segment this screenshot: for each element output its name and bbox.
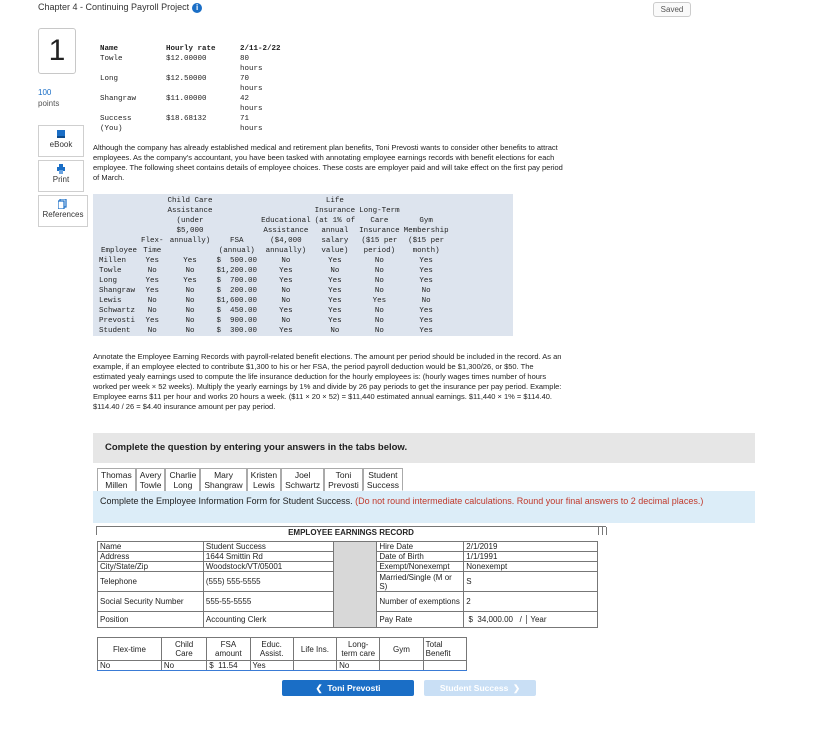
hours-value: 71 hours xyxy=(240,115,263,133)
payrate-value[interactable]: $ 34,000.00 / Year xyxy=(464,612,598,628)
hdr-ltc: Long-Term Care Insurance ($15 per period) xyxy=(359,207,400,255)
form-spacer xyxy=(333,542,377,628)
hdr-flextime: Flex-time xyxy=(98,638,162,661)
hdr-fsa: FSA (annual) xyxy=(218,237,255,255)
prev-tab-button[interactable] xyxy=(282,680,414,696)
hdr-gym: Gym Membership ($15 per month) xyxy=(403,217,449,255)
hire-value: 2/1/2019 xyxy=(464,542,598,552)
hours-rate: $11.00000 xyxy=(166,95,207,103)
exempt-value: Nonexempt xyxy=(464,562,598,572)
tab-kristen-lewis[interactable]: Kristen Lewis xyxy=(247,468,281,491)
instructions-main: Complete the Employee Information Form for Student Success. xyxy=(100,496,353,506)
ben-cc: No xyxy=(185,267,195,275)
ben-flex: No xyxy=(147,327,157,335)
table-row xyxy=(100,94,281,114)
references-icon xyxy=(58,199,68,209)
ben-gym: Yes xyxy=(419,307,433,315)
table-row xyxy=(100,54,281,74)
ben-name: Student xyxy=(99,327,131,335)
benefits-table xyxy=(99,196,451,336)
ben-ltc: No xyxy=(374,327,384,335)
ben-ltc: No xyxy=(374,307,384,315)
complete-question-bar: Complete the question by entering your answers in the tabs below. xyxy=(93,433,755,463)
hours-header-name: Name xyxy=(100,45,119,53)
ben-life: Yes xyxy=(328,317,342,325)
record-tick xyxy=(598,527,599,535)
ben-name: Shangraw xyxy=(99,287,136,295)
phone-value: (555) 555-5555 xyxy=(203,572,333,592)
hours-rate: $18.68132 xyxy=(166,115,207,123)
ben-fsa: $ 500.00 xyxy=(216,257,258,265)
total-benefit-input[interactable] xyxy=(423,661,466,671)
address-label: Address xyxy=(98,552,204,562)
ben-name: Lewis xyxy=(99,297,122,305)
hdr-gym: Gym xyxy=(380,638,423,661)
dob-value: 1/1/1991 xyxy=(464,552,598,562)
ben-fsa: $ 200.00 xyxy=(216,287,258,295)
ben-ed: No xyxy=(281,317,291,325)
childcare-input[interactable]: No xyxy=(161,661,206,671)
ben-cc: No xyxy=(185,297,195,305)
next-tab-label: Student Success xyxy=(439,683,509,693)
instructions xyxy=(93,491,755,523)
points xyxy=(38,87,59,109)
ben-ltc: No xyxy=(374,257,384,265)
hours-table xyxy=(100,44,281,134)
next-tab-button[interactable] xyxy=(424,680,536,696)
city-label: City/State/Zip xyxy=(98,562,204,572)
ben-name: Towle xyxy=(99,267,122,275)
book-icon xyxy=(56,129,66,139)
married-label: Married/Single (M or S) xyxy=(377,572,464,592)
ben-flex: Yes xyxy=(145,317,160,325)
fsa-amount-input[interactable]: $ 11.54 xyxy=(207,661,250,671)
hours-name: Towle xyxy=(100,55,123,63)
ben-life: Yes xyxy=(328,297,342,305)
ben-gym: Yes xyxy=(419,257,433,265)
ben-gym: Yes xyxy=(419,317,433,325)
tab-mary-shangraw[interactable]: Mary Shangraw xyxy=(200,468,246,491)
tab-student-success[interactable]: Student Success xyxy=(363,468,403,491)
ben-ed: Yes xyxy=(279,277,293,285)
table-row xyxy=(99,306,451,316)
ben-ed: Yes xyxy=(279,327,293,335)
saved-badge: Saved xyxy=(653,2,691,17)
table-row xyxy=(99,266,451,276)
hours-name: Shangraw xyxy=(100,95,137,103)
exempt-label: Exempt/Nonexempt xyxy=(377,562,464,572)
ben-ed: Yes xyxy=(279,307,293,315)
ben-gym: No xyxy=(421,287,431,295)
ben-ltc: Yes xyxy=(372,297,387,305)
ben-life: Yes xyxy=(328,277,342,285)
hours-header-period: 2/11-2/22 xyxy=(240,45,281,53)
hdr-life: Life Insurance (at 1% of annual salary value) xyxy=(314,197,356,255)
educ-assist-input[interactable]: Yes xyxy=(250,661,293,671)
tab-avery-towle[interactable]: Avery Towle xyxy=(136,468,166,491)
hours-name: Long xyxy=(100,75,119,83)
ben-cc: Yes xyxy=(183,257,197,265)
ebook-button[interactable] xyxy=(38,125,84,157)
address-value: 1644 Smittin Rd xyxy=(203,552,333,562)
ben-gym: Yes xyxy=(419,327,433,335)
ben-ltc: No xyxy=(374,287,384,295)
prev-tab-label: Toni Prevosti xyxy=(327,683,381,693)
ben-name: Long xyxy=(99,277,118,285)
ben-cc: No xyxy=(185,287,195,295)
instructions-note: (Do not round intermediate calculations. Round your final answers to 2 decimal places.) xyxy=(355,496,704,506)
table-row xyxy=(99,326,451,336)
ssn-value: 555-55-5555 xyxy=(203,592,333,612)
benefits-sheet xyxy=(93,194,513,336)
employee-info-form xyxy=(97,541,598,628)
ben-cc: No xyxy=(185,327,195,335)
table-row xyxy=(99,276,451,286)
hdr-total-benefit: Total Benefit xyxy=(423,638,466,661)
exemptions-value: 2 xyxy=(464,592,598,612)
ben-life: No xyxy=(330,267,340,275)
hdr-flex: Flex- Time xyxy=(141,237,164,255)
payrate-label: Pay Rate xyxy=(377,612,464,628)
phone-label: Telephone xyxy=(98,572,204,592)
benefits-record xyxy=(97,637,467,671)
exemptions-label: Number of exemptions xyxy=(377,592,464,612)
points-label: points xyxy=(38,99,60,108)
hours-header-row xyxy=(100,44,281,54)
print-button[interactable] xyxy=(38,160,84,192)
life-ins-input[interactable] xyxy=(293,661,336,671)
hours-value: 42 hours xyxy=(240,95,263,113)
ebook-label: eBook xyxy=(49,140,73,149)
name-label: Name xyxy=(98,542,204,552)
ben-name: Millen xyxy=(99,257,127,265)
chapter-title: Chapter 4 - Continuing Payroll Project i xyxy=(38,2,202,13)
hire-label: Hire Date xyxy=(377,542,464,552)
position-value: Accounting Clerk xyxy=(203,612,333,628)
hdr-fsa-amount: FSA amount xyxy=(207,638,250,661)
intro-text: Although the company has already established medical and retirement plan benefits, Toni Prevosti wants to consider other benefits to attract employees. As the company's accountant, you have been tasked with annotating employee earnings records with benefit elections for each employee. The following sheet contains details of employee choices. These costs are employer paid and will take effect on the first pay period of March. xyxy=(93,143,563,182)
ben-ed: Yes xyxy=(279,267,293,275)
ben-life: Yes xyxy=(328,287,342,295)
table-row xyxy=(99,316,451,326)
info-icon[interactable]: i xyxy=(192,3,202,13)
references-label: References xyxy=(42,210,84,219)
tab-thomas-millen[interactable]: Thomas Millen xyxy=(97,468,136,491)
hours-rate: $12.00000 xyxy=(166,55,207,63)
ben-flex: Yes xyxy=(145,257,160,265)
ben-ltc: No xyxy=(374,267,384,275)
print-label: Print xyxy=(52,175,70,184)
hours-name: Success (You) xyxy=(100,115,132,133)
question-number: 1 xyxy=(38,28,76,74)
ben-cc: No xyxy=(185,307,195,315)
employee-tabs xyxy=(97,468,403,491)
ben-cc: No xyxy=(185,317,195,325)
ben-life: Yes xyxy=(328,307,342,315)
table-row xyxy=(100,114,281,134)
form-row xyxy=(98,542,598,552)
flextime-input[interactable]: No xyxy=(98,661,162,671)
ben-cc: Yes xyxy=(183,277,197,285)
ben-fsa: $ 450.00 xyxy=(216,307,258,315)
hdr-employee: Employee xyxy=(101,247,138,255)
dob-label: Date of Birth xyxy=(377,552,464,562)
ben-flex: Yes xyxy=(145,287,160,295)
hdr-childcare: Child Care xyxy=(161,638,206,661)
ben-flex: Yes xyxy=(145,277,160,285)
record-title: EMPLOYEE EARNINGS RECORD xyxy=(96,526,606,536)
points-value: 100 xyxy=(38,88,52,97)
ben-life: No xyxy=(330,327,340,335)
ben-flex: No xyxy=(147,297,157,305)
ben-fsa: $ 700.00 xyxy=(216,277,258,285)
ssn-label: Social Security Number xyxy=(98,592,204,612)
gym-input[interactable] xyxy=(380,661,423,671)
ben-name: Schwartz xyxy=(99,307,136,315)
record-tick xyxy=(96,527,97,535)
name-value: Student Success xyxy=(203,542,333,552)
chevron-left-icon: ❮ xyxy=(315,683,323,693)
table-row xyxy=(99,256,451,266)
position-label: Position xyxy=(98,612,204,628)
table-row xyxy=(100,74,281,94)
ben-flex: No xyxy=(147,307,157,315)
ben-name: Prevosti xyxy=(99,317,136,325)
benefits-record-header xyxy=(98,638,467,661)
ben-ed: No xyxy=(281,297,291,305)
hours-rate: $12.50000 xyxy=(166,75,207,83)
table-row xyxy=(99,286,451,296)
ben-flex: No xyxy=(147,267,157,275)
annotate-text: Annotate the Employee Earning Records with payroll-related benefit elections. The amount per period should be included in the record. As an example, if an employee elected to contribute $1,300 to his or her FSA, the period payroll deduction would be $1,300/26, or $50. The estimated yealy earnings used to compute the life insurance deduction for the hourly employees is: (hourly wages times number of hours worked per week × 52 weeks). Multiply the yearly earnings by 1% and divide by 26 pay periods to get the insurance per pay period. Example: Employee earns $11 per hour and works 20 hours a week. ($11 × 20 × 52) = $11,440 estimated annual earnings. $11,440 × 1% = $114.40. $114.40 / 26 = $4.40 insurance amount per pay period. xyxy=(93,352,562,411)
printer-icon xyxy=(56,164,66,174)
long-term-care-input[interactable]: No xyxy=(337,661,380,671)
chevron-right-icon: ❯ xyxy=(513,683,521,693)
references-button[interactable] xyxy=(38,195,88,227)
city-value: Woodstock/VT/05001 xyxy=(203,562,333,572)
hours-value: 70 hours xyxy=(240,75,263,93)
tab-toni-prevosti[interactable]: Toni Prevosti xyxy=(324,468,363,491)
hdr-childcare: Child Care Assistance (under $5,000 annually) xyxy=(167,197,213,245)
benefits-header-row xyxy=(99,196,451,256)
ben-gym: Yes xyxy=(419,277,433,285)
ben-ed: No xyxy=(281,257,291,265)
ben-fsa: $ 300.00 xyxy=(216,327,258,335)
record-tick xyxy=(606,527,607,535)
table-row xyxy=(99,296,451,306)
tab-charlie-long[interactable]: Charlie Long xyxy=(165,468,200,491)
tab-joel-schwartz[interactable]: Joel Schwartz xyxy=(281,468,324,491)
ben-ltc: No xyxy=(374,277,384,285)
hdr-life-ins: Life Ins. xyxy=(293,638,336,661)
ben-fsa: $1,200.00 xyxy=(216,267,258,275)
top-bar xyxy=(0,0,815,18)
ben-ltc: No xyxy=(374,317,384,325)
ben-fsa: $1,600.00 xyxy=(216,297,258,305)
ben-gym: Yes xyxy=(419,267,433,275)
ben-fsa: $ 900.00 xyxy=(216,317,258,325)
ben-ed: No xyxy=(281,287,291,295)
ben-gym: No xyxy=(421,297,431,305)
benefits-record-values xyxy=(98,661,467,671)
record-tick xyxy=(602,527,603,535)
ben-life: Yes xyxy=(328,257,342,265)
hours-header-rate: Hourly rate xyxy=(166,45,216,53)
married-value: S xyxy=(464,572,598,592)
hours-value: 80 hours xyxy=(240,55,263,73)
hdr-educ: Educational Assistance ($4,000 annually) xyxy=(261,217,311,255)
hdr-long-term-care: Long- term care xyxy=(337,638,380,661)
hdr-educ-assist: Educ. Assist. xyxy=(250,638,293,661)
